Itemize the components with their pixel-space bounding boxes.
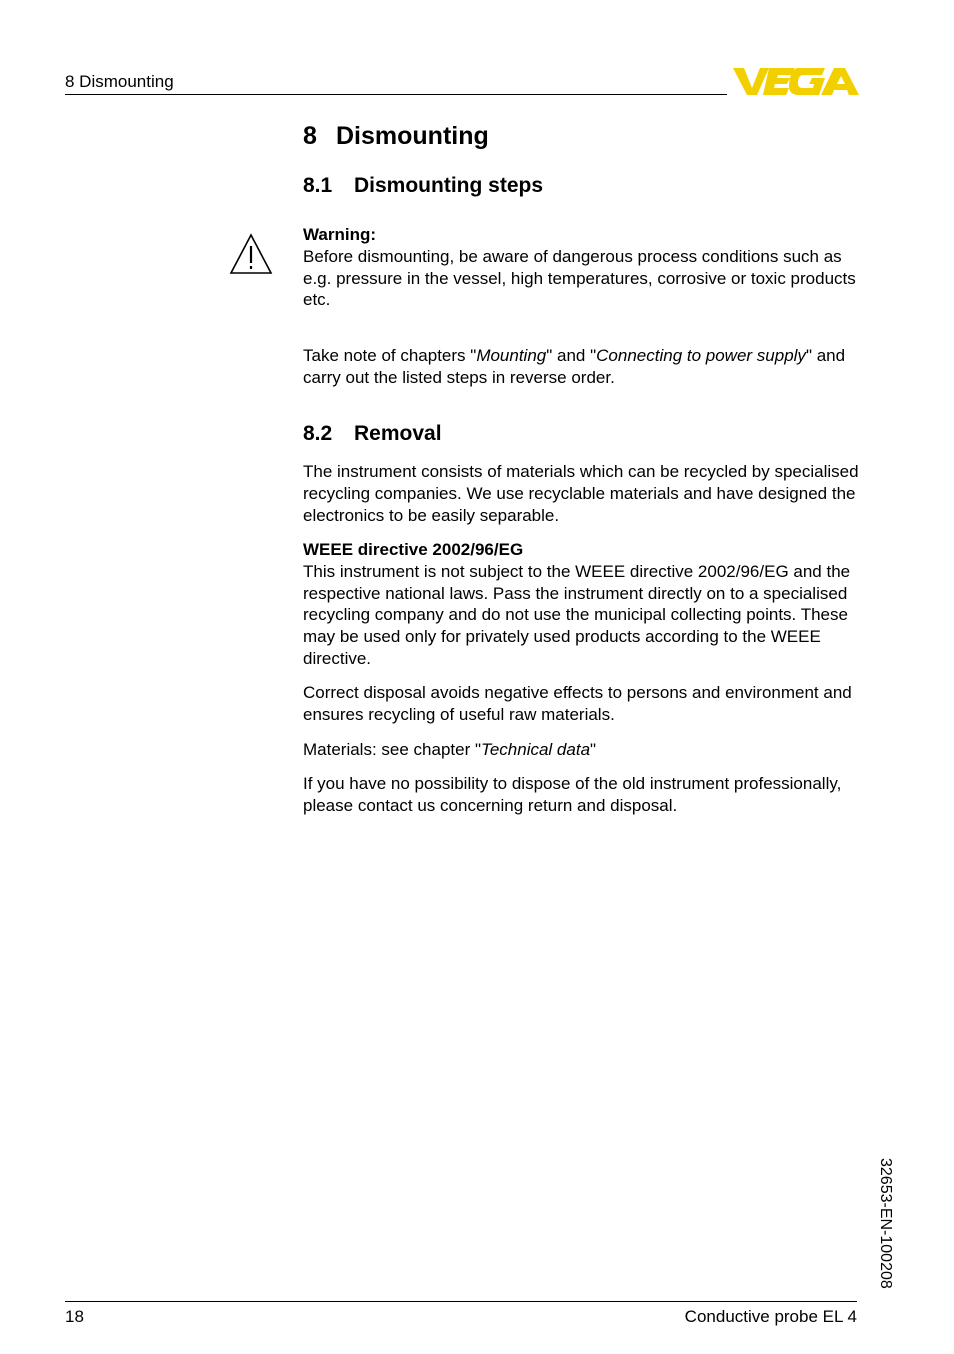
materials-text-2: " (590, 740, 597, 759)
running-header-section: 8 Dismounting (65, 72, 174, 91)
section-heading-8-1 (303, 174, 543, 198)
header-rule (65, 94, 727, 95)
materials-ref-technical-data: Technical data (481, 740, 591, 759)
chapter-heading (303, 122, 489, 151)
removal-intro-text: The instrument consists of materials which can be recycled by specialised recycling companies. We use recyclable materials and have designed the electronics to be easily separable. (303, 462, 859, 525)
footer-rule (65, 1301, 857, 1302)
removal-intro (303, 461, 859, 526)
chapter-number: 8 (303, 122, 317, 150)
note-text-1: Take note of chapters " (303, 346, 477, 365)
document-code: 32653-EN-100208 (877, 1158, 894, 1289)
section-title: Removal (354, 422, 442, 445)
disposal-text: Correct disposal avoids negative effects to persons and environment and ensures recycling of useful raw materials. (303, 683, 852, 724)
warning-block (303, 224, 859, 311)
note-ref-power-supply: Connecting to power supply (596, 346, 806, 365)
reverse-order-note (303, 345, 859, 389)
vega-logo (733, 64, 859, 98)
weee-block (303, 539, 859, 670)
page-number: 18 (65, 1307, 84, 1326)
materials-text-1: Materials: see chapter " (303, 740, 482, 759)
warning-label: Warning: (303, 225, 377, 244)
note-text-3: " and carry out the listed steps in reverse order. (303, 346, 846, 387)
weee-text: This instrument is not subject to the WEEE directive 2002/96/EG and the respective national laws. Pass the instrument directly on to a specialised recycling company and do not use the municipal collecting points. These may be used only for privately used products according to the WEEE directive. (303, 561, 851, 668)
materials-text (303, 739, 859, 761)
chapter-title: Dismounting (336, 122, 489, 150)
section-title: Dismounting steps (354, 174, 544, 197)
contact-text: If you have no possibility to dispose of the old instrument professionally, please contact us concerning return and disposal. (303, 774, 842, 815)
section-number: 8.1 (303, 174, 333, 197)
section-heading-8-2 (303, 422, 442, 446)
disposal-paragraph (303, 682, 859, 726)
footer-product-title: Conductive probe EL 4 (684, 1307, 857, 1326)
note-text-2: " and " (546, 346, 597, 365)
materials-paragraph (303, 739, 859, 761)
warning-text: Before dismounting, be aware of dangerous process conditions such as e.g. pressure in the vessel, high temperatures, corrosive or toxic products etc. (303, 246, 856, 310)
weee-heading: WEEE directive 2002/96/EG (303, 540, 524, 559)
note-ref-mounting: Mounting (476, 346, 547, 365)
note-paragraph (303, 345, 859, 389)
warning-triangle-icon (229, 233, 273, 275)
contact-paragraph (303, 773, 859, 817)
section-number: 8.2 (303, 422, 333, 445)
